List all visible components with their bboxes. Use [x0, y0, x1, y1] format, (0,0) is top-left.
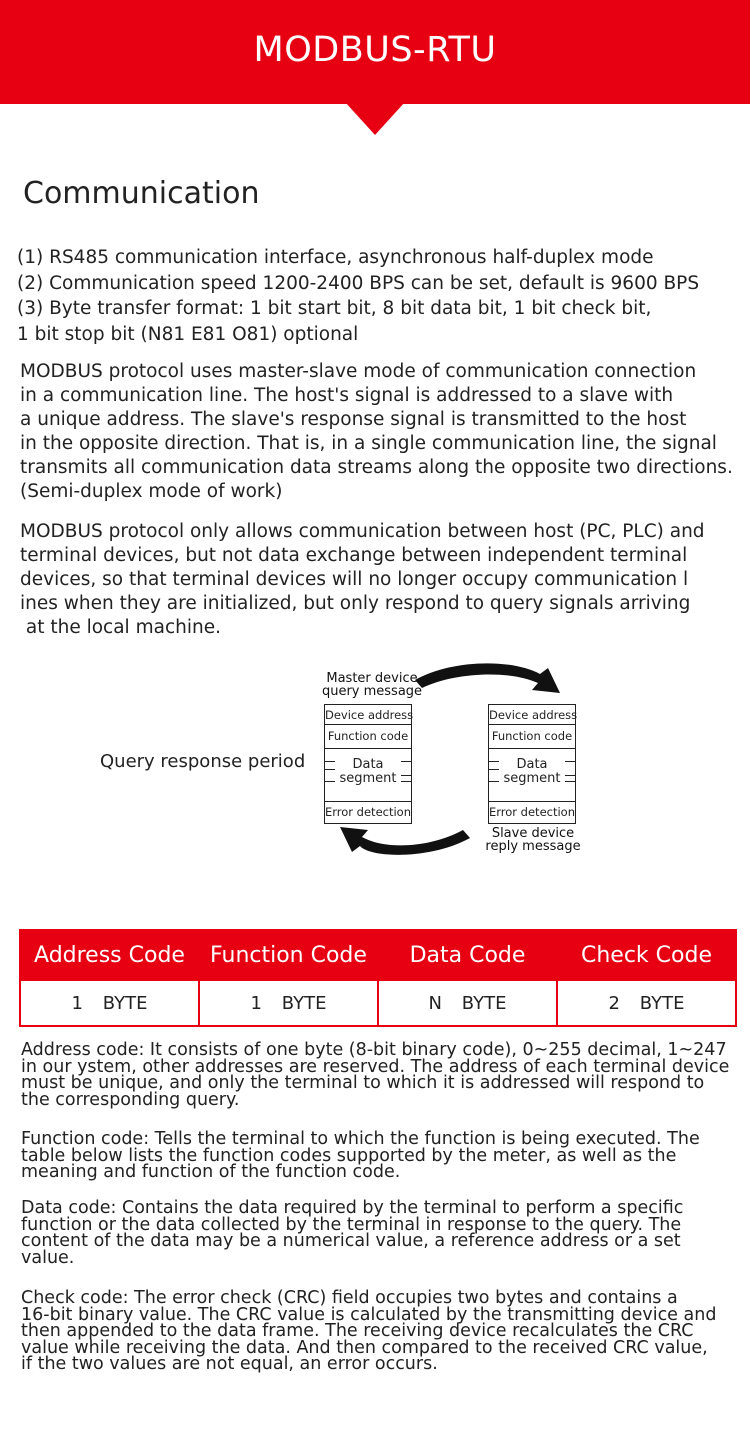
frame-tick: [325, 781, 335, 782]
data-code-description: [21, 1200, 736, 1266]
master-caption: [312, 672, 432, 698]
description-line: value.: [21, 1247, 75, 1268]
segment-label: segment: [339, 771, 397, 786]
spec-item: (1) RS485 communication interface, asynchronous half-duplex mode: [17, 247, 654, 268]
description-line: table below lists the function codes supported by the meter, as well as the: [21, 1145, 677, 1166]
description-line: the corresponding query.: [21, 1089, 240, 1110]
banner-arrow-icon: [345, 102, 405, 135]
caption-line: Slave device: [491, 826, 575, 841]
frame-divider: [489, 748, 575, 749]
frame-tick: [489, 781, 499, 782]
paragraph-line: in the opposite direction. That is, in a single communication line, the signal: [20, 433, 717, 454]
caption-line: reply message: [485, 839, 581, 854]
table-header-row: [20, 930, 736, 980]
frame-tick: [325, 769, 335, 770]
paragraph-line: a unique address. The slave's response signal is transmitted to the host: [20, 409, 687, 430]
paragraph-line: at the local machine.: [20, 617, 221, 638]
data-segment-cell: [325, 758, 411, 786]
description-line: must be unique, and only the terminal to which it is addressed will respond to: [21, 1073, 705, 1093]
master-slave-paragraph: [20, 360, 735, 504]
host-terminal-paragraph: [20, 520, 735, 640]
paragraph-line: transmits all communication data streams along the opposite two directions.: [20, 457, 733, 478]
data-code-size: N BYTE: [378, 980, 557, 1026]
caption-line: query message: [321, 684, 423, 699]
spec-item: (3) Byte transfer format: 1 bit start bit, 8 bit data bit, 1 bit check bit,: [17, 298, 652, 319]
paragraph-line: devices, so that terminal devices will no longer occupy communication l: [20, 569, 689, 590]
title-banner: [0, 0, 750, 104]
query-response-period-label: Query response period: [100, 751, 306, 772]
master-query-frame: [324, 704, 412, 824]
function-code-header: Function Code: [199, 930, 378, 980]
frame-tick: [401, 775, 411, 776]
spec-item: 1 bit stop bit (N81 E81 O81) optional: [17, 323, 359, 345]
data-label: Data: [352, 757, 384, 772]
frame-tick: [565, 761, 575, 762]
device-address-cell: Device address: [325, 708, 414, 722]
table-row: [20, 980, 736, 1026]
description-line: 16-bit binary value. The CRC value is calculated by the transmitting device and: [21, 1304, 717, 1325]
data-code-header: Data Code: [378, 930, 557, 980]
description-line: Data code: Contains the data required by the terminal to perform a specific: [21, 1198, 684, 1218]
page-title: MODBUS-RTU: [253, 30, 497, 70]
paragraph-line: in a communication line. The host's signal is addressed to a slave with: [20, 385, 674, 406]
frame-divider: [489, 801, 575, 802]
slave-caption: [478, 827, 588, 853]
caption-line: Master device: [326, 671, 418, 686]
description-line: in our ystem, other addresses are reserved. The address of each terminal device: [21, 1056, 730, 1077]
device-address-cell: Device address: [489, 708, 578, 722]
frame-tick: [565, 775, 575, 776]
frame-tick: [489, 769, 499, 770]
address-code-size: 1 BYTE: [20, 980, 199, 1026]
segment-label: segment: [503, 771, 561, 786]
function-code-cell: Function code: [491, 729, 573, 743]
check-code-description: [21, 1290, 736, 1373]
paragraph-line: MODBUS protocol only allows communication between host (PC, PLC) and: [20, 521, 705, 542]
description-line: then appended to the data frame. The receiving device recalculates the CRC: [21, 1321, 694, 1341]
description-line: if the two values are not equal, an error occurs.: [21, 1354, 438, 1374]
top-curved-arrow-icon: [415, 663, 560, 693]
error-detection-cell: Error detection: [489, 805, 575, 819]
paragraph-line: (Semi-duplex mode of work): [20, 481, 283, 502]
frame-tick: [565, 781, 575, 782]
frame-divider: [325, 748, 411, 749]
description-line: value while receiving the data. And then compared to the received CRC value,: [21, 1337, 708, 1358]
frame-tick: [325, 761, 335, 762]
function-code-size: 1 BYTE: [199, 980, 378, 1026]
description-line: Function code: Tells the terminal to which the function is being executed. The: [21, 1129, 700, 1149]
frame-format-table: [19, 929, 737, 1027]
frame-tick: [489, 761, 499, 762]
function-code-description: [21, 1131, 736, 1181]
data-segment-cell: [489, 758, 575, 786]
description-line: Check code: The error check (CRC) field occupies two bytes and contains a: [21, 1288, 678, 1308]
description-line: meaning and function of the function code.: [21, 1162, 401, 1182]
frame-divider: [325, 801, 411, 802]
bottom-curved-arrow-icon: [340, 827, 470, 855]
spec-list: [17, 245, 737, 347]
frame-tick: [401, 781, 411, 782]
frame-divider: [325, 724, 411, 725]
frame-tick: [401, 761, 411, 762]
check-code-size: 2 BYTE: [557, 980, 736, 1026]
paragraph-line: ines when they are initialized, but only respond to query signals arriving: [20, 593, 691, 614]
description-line: function or the data collected by the terminal in response to the query. The: [21, 1214, 682, 1235]
description-line: Address code: It consists of one byte (8-bit binary code), 0~255 decimal, 1~247: [21, 1040, 727, 1060]
slave-reply-frame: [488, 704, 576, 824]
address-code-header: Address Code: [20, 930, 199, 980]
error-detection-cell: Error detection: [325, 805, 411, 819]
address-code-description: [21, 1042, 736, 1108]
function-code-cell: Function code: [327, 729, 409, 743]
data-label: Data: [516, 757, 548, 772]
paragraph-line: terminal devices, but not data exchange between independent terminal: [20, 545, 688, 566]
description-line: content of the data may be a numerical value, a reference address or a set: [21, 1231, 681, 1251]
check-code-header: Check Code: [557, 930, 736, 980]
section-heading: Communication: [23, 176, 260, 211]
frame-divider: [489, 724, 575, 725]
spec-item: (2) Communication speed 1200-2400 BPS can be set, default is 9600 BPS: [17, 272, 700, 294]
paragraph-line: MODBUS protocol uses master-slave mode of communication connection: [20, 361, 697, 382]
